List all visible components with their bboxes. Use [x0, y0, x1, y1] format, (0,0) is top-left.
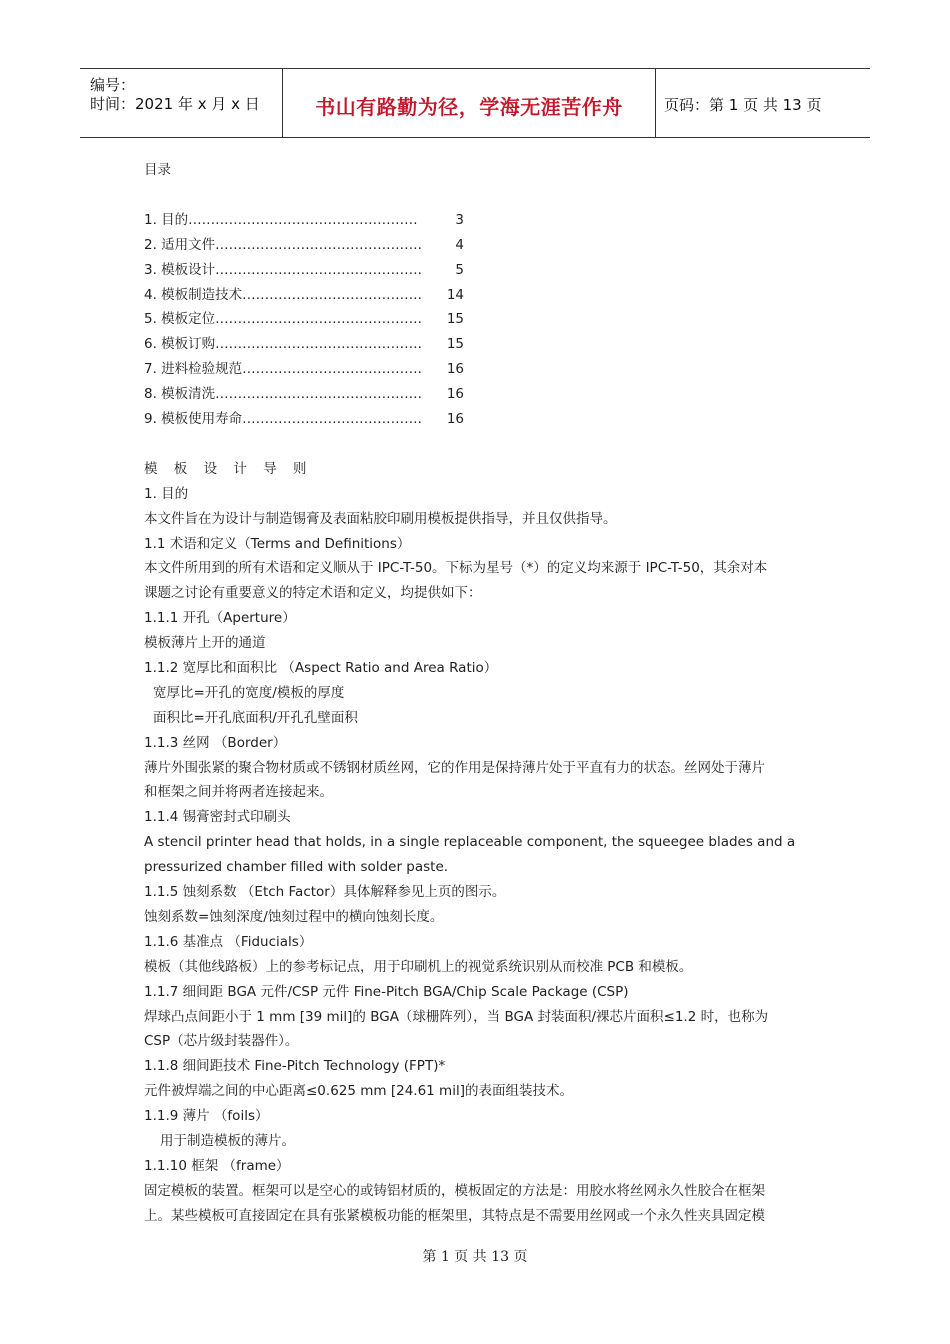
toc-item-label: 5. 模板定位……………………………………….	[144, 311, 422, 328]
heading-fpt: 1.1.8 细间距技术 Fine-Pitch Technology (FPT)*	[144, 1058, 446, 1075]
toc-item-label: 6. 模板订购……………………………………….	[144, 336, 422, 353]
toc-item-page: 16	[446, 386, 464, 403]
paragraph-line: 用于制造模板的薄片。	[160, 1132, 295, 1149]
toc-item-page: 16	[446, 361, 464, 378]
toc-title: 目录	[144, 162, 171, 178]
toc-item	[144, 258, 464, 283]
paragraph-line: CSP（芯片级封装器件）。	[144, 1033, 299, 1050]
toc-item	[144, 208, 464, 233]
formula-line: 宽厚比=开孔的宽度/模板的厚度	[153, 684, 345, 701]
heading-etch-factor: 1.1.5 蚀刻系数 （Etch Factor）具体解释参见上页的图示。	[144, 884, 506, 901]
toc-item	[144, 357, 464, 382]
toc-item	[144, 407, 464, 432]
formula-line: 面积比=开孔底面积/开孔孔壁面积	[153, 709, 358, 726]
paragraph-line: 模板薄片上开的通道	[144, 635, 266, 652]
toc-item-label: 3. 模板设计……………………………………….	[144, 261, 422, 278]
toc-item-page: 15	[446, 311, 464, 328]
heading-print-head: 1.1.4 锡膏密封式印刷头	[144, 809, 291, 826]
toc-item-page: 15	[446, 336, 464, 353]
header-motto: 书山有路勤为径，学海无涯苦作舟	[315, 95, 623, 119]
paragraph-line: 固定模板的装置。框架可以是空心的或铸铝材质的，模板固定的方法是：用胶水将丝网永久性胶合在框架	[144, 1182, 765, 1199]
toc-item-page: 4	[455, 236, 464, 253]
document-header	[80, 68, 870, 138]
paragraph-line: 元件被焊端之间的中心距离≤0.625 mm [24.61 mil]的表面组装技术。	[144, 1083, 573, 1100]
heading-fine-pitch-bga: 1.1.7 细间距 BGA 元件/CSP 元件 Fine-Pitch BGA/Chip Scale Package (CSP)	[144, 983, 629, 1000]
toc-item-page: 3	[455, 211, 464, 228]
paragraph-line: 蚀刻系数=蚀刻深度/蚀刻过程中的横向蚀刻长度。	[144, 908, 444, 925]
heading-foils: 1.1.9 薄片 （foils）	[144, 1108, 269, 1125]
paragraph-line: 本文件所用到的所有术语和定义顺从于 IPC-T-50。下标为星号（*）的定义均来源于 IPC-T-50，其余对本	[144, 560, 768, 577]
toc-item	[144, 382, 464, 407]
spacer	[144, 432, 814, 457]
document-time-label: 时间：2021 年 x 月 x 日	[90, 95, 260, 113]
toc-item	[144, 283, 464, 308]
paragraph-line: 和框架之间并将两者连接起来。	[144, 784, 333, 801]
toc-item-label: 1. 目的……………………………………………	[144, 211, 418, 228]
table-of-contents	[144, 208, 814, 432]
toc-item	[144, 233, 464, 258]
toc-item-label: 8. 模板清洗……………………………………….	[144, 386, 422, 403]
page-footer: 第 1 页 共 13 页	[422, 1249, 528, 1265]
toc-item-label: 9. 模板使用寿命………………………………….	[144, 411, 422, 428]
heading-aperture: 1.1.1 开孔（Aperture）	[144, 610, 296, 627]
paragraph-line: 模板（其他线路板）上的参考标记点，用于印刷机上的视觉系统识别从而校准 PCB 和模板。	[144, 958, 693, 975]
document-number-label: 编号：	[90, 76, 136, 94]
toc-item-label: 7. 进料检验规范………………………………….	[144, 361, 422, 378]
header-page-info: 页码：第 1 页 共 13 页	[664, 96, 822, 114]
paragraph-line: 本文件旨在为设计与制造锡膏及表面粘胶印刷用模板提供指导，并且仅供指导。	[144, 510, 617, 527]
paragraph-line: 课题之讨论有重要意义的特定术语和定义，均提供如下：	[144, 585, 482, 602]
paragraph-line: 上。某些模板可直接固定在具有张紧模板功能的框架里，其特点是不需要用丝网或一个永久性夹具固定模	[144, 1207, 765, 1224]
heading-aspect-ratio: 1.1.2 宽厚比和面积比 （Aspect Ratio and Area Ratio）	[144, 660, 498, 677]
toc-item	[144, 332, 464, 357]
paragraph-line: 焊球凸点间距小于 1 mm [39 mil]的 BGA（球栅阵列），当 BGA 封装面积/裸芯片面积≤1.2 时，也称为	[144, 1008, 769, 1025]
toc-item-label: 2. 适用文件……………………………………….	[144, 236, 422, 253]
heading-border: 1.1.3 丝网 （Border）	[144, 734, 287, 751]
toc-item-page: 16	[446, 411, 464, 428]
header-meta-cell	[80, 69, 282, 137]
heading-purpose: 1. 目的	[144, 485, 189, 502]
heading-fiducials: 1.1.6 基准点 （Fiducials）	[144, 933, 313, 950]
header-page-cell	[655, 69, 870, 137]
heading-frame: 1.1.10 框架 （frame）	[144, 1157, 290, 1174]
paragraph-line: 薄片外围张紧的聚合物材质或不锈钢材质丝网，它的作用是保持薄片处于平直有力的状态。丝网处于薄片	[144, 759, 765, 776]
header-motto-cell	[282, 69, 656, 137]
paragraph-line: A stencil printer head that holds, in a single replaceable component, the squeegee blades and a	[144, 834, 796, 851]
toc-item-page: 14	[446, 286, 464, 303]
paragraph-line: pressurized chamber filled with solder paste.	[144, 859, 449, 876]
heading-terms: 1.1 术语和定义（Terms and Definitions）	[144, 535, 411, 552]
toc-item-label: 4. 模板制造技术………………………………….	[144, 286, 422, 303]
document-body	[144, 158, 814, 1229]
toc-item	[144, 307, 464, 332]
toc-item-page: 5	[455, 261, 464, 278]
section-title: 模 板 设 计 导 则	[144, 460, 313, 477]
